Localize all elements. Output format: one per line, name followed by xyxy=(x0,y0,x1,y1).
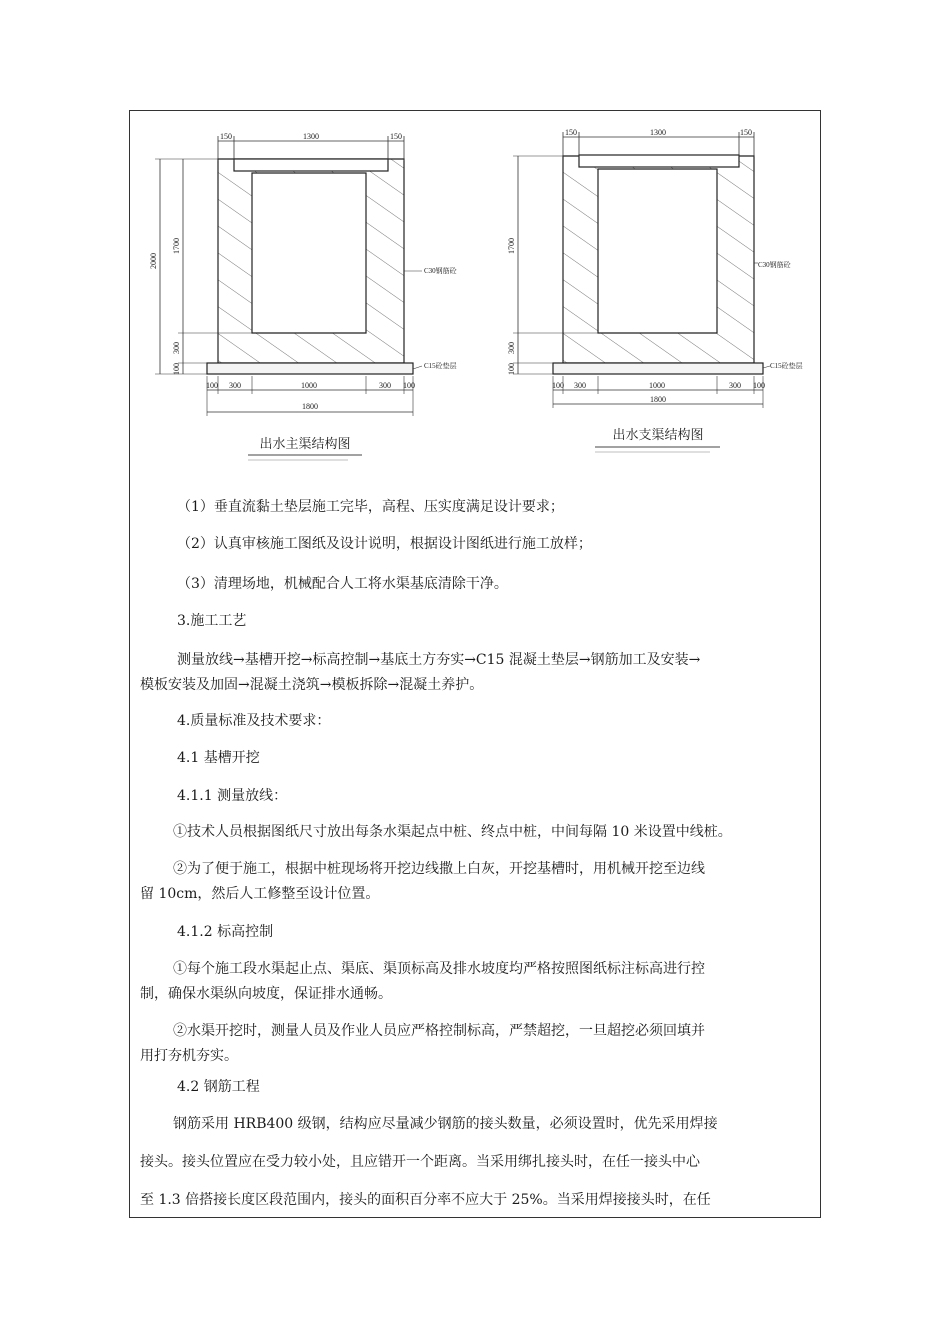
prep-item-2: （2）认真审核施工图纸及设计说明，根据设计图纸进行施工放样； xyxy=(177,536,592,552)
main-dim-bottom-2: 300 xyxy=(229,381,241,390)
main-dim-height-total: 2000 xyxy=(149,253,158,269)
branch-dim-bottom-5: 100 xyxy=(753,381,765,390)
main-dim-top-mid: 1300 xyxy=(303,132,319,141)
branch-dim-bottom-2: 300 xyxy=(574,381,586,390)
section-heading-4-1-2: 4.1.2 标高控制 xyxy=(177,924,274,940)
paragraph-4-1-1-b-line-1: ②为了便于施工，根据中桩现场将开挖边线撒上白灰，开挖基槽时，用机械开挖至边线 xyxy=(173,861,705,877)
paragraph-4-2-line-1: 钢筋采用 HRB400 级钢，结构应尽量减少钢筋的接头数量，必须设置时，优先采用焊接 xyxy=(173,1116,718,1132)
branch-label-base: C15砼垫层 xyxy=(770,362,803,370)
prep-item-3: （3）清理场地，机械配合人工将水渠基底清除干净。 xyxy=(177,576,508,592)
branch-dim-total-width: 1800 xyxy=(650,395,666,404)
branch-dim-top-left: 150 xyxy=(565,128,577,137)
branch-dim-height-bottom: 300 xyxy=(507,342,516,354)
main-dim-height-inner: 1700 xyxy=(172,238,181,254)
paragraph-4-2-line-3: 至 1.3 倍搭接长度区段范围内，接头的面积百分率不应大于 25%。当采用焊接接头时，在任 xyxy=(140,1192,711,1208)
prep-item-1: （1）垂直流黏土垫层施工完毕，高程、压实度满足设计要求； xyxy=(177,499,564,515)
paragraph-4-1-2-b-line-2: 用打夯机夯实。 xyxy=(140,1048,238,1064)
section-heading-3: 3.施工工艺 xyxy=(177,613,247,629)
paragraph-4-1-2-b-line-1: ②水渠开挖时，测量人员及作业人员应严格控制标高，严禁超挖，一旦超挖必须回填并 xyxy=(173,1023,705,1039)
main-label-wall: C30钢筋砼 xyxy=(424,267,457,275)
main-dim-bottom-4: 300 xyxy=(379,381,391,390)
main-channel-drawing xyxy=(149,132,457,460)
main-channel-caption: 出水主渠结构图 xyxy=(259,436,351,451)
main-dim-height-bottom: 300 xyxy=(172,342,181,354)
process-line-1: 测量放线→基槽开挖→标高控制→基底土方夯实→C15 混凝土垫层→钢筋加工及安装→ xyxy=(177,652,701,668)
main-dim-total-width: 1800 xyxy=(302,402,318,411)
main-channel-wall xyxy=(218,159,404,363)
branch-channel-wall xyxy=(563,156,754,363)
main-dim-bottom-1: 100 xyxy=(206,381,218,390)
branch-channel-cover xyxy=(579,155,739,167)
main-dim-top-left: 150 xyxy=(220,132,232,141)
branch-dim-top-right: 150 xyxy=(740,128,752,137)
branch-channel-base xyxy=(553,363,763,374)
structure-drawings xyxy=(130,111,822,471)
branch-dim-top-mid: 1300 xyxy=(650,128,666,137)
branch-dim-height-base: 100 xyxy=(507,363,516,375)
paragraph-4-1-2-a-line-2: 制，确保水渠纵向坡度，保证排水通畅。 xyxy=(140,986,392,1002)
process-line-2: 模板安装及加固→混凝土浇筑→模板拆除→混凝土养护。 xyxy=(140,677,484,693)
paragraph-4-1-1-a: ①技术人员根据图纸尺寸放出每条水渠起点中桩、终点中桩，中间每隔 10 米设置中线桩。 xyxy=(173,824,732,840)
branch-dim-bottom-3: 1000 xyxy=(649,381,665,390)
main-channel-cover xyxy=(234,159,388,171)
section-heading-4: 4.质量标准及技术要求： xyxy=(177,713,331,729)
branch-channel-drawing xyxy=(507,128,803,452)
section-heading-4-1: 4.1 基槽开挖 xyxy=(177,750,260,766)
paragraph-4-1-1-b-line-2: 留 10cm，然后人工修整至设计位置。 xyxy=(140,886,380,902)
section-heading-4-1-1: 4.1.1 测量放线： xyxy=(177,788,288,804)
main-label-base: C15砼垫层 xyxy=(424,362,457,370)
main-dim-bottom-5: 100 xyxy=(403,381,415,390)
section-heading-4-2: 4.2 钢筋工程 xyxy=(177,1079,260,1095)
main-dim-bottom-3: 1000 xyxy=(301,381,317,390)
main-dim-top-right: 150 xyxy=(390,132,402,141)
paragraph-4-1-2-a-line-1: ①每个施工段水渠起止点、渠底、渠顶标高及排水坡度均严格按照图纸标注标高进行控 xyxy=(173,961,705,977)
main-channel-base xyxy=(207,363,413,374)
branch-label-wall: C30钢筋砼 xyxy=(758,261,791,269)
branch-dim-bottom-4: 300 xyxy=(729,381,741,390)
branch-dim-height-inner: 1700 xyxy=(507,238,516,254)
paragraph-4-2-line-2: 接头。接头位置应在受力较小处，且应错开一个距离。当采用绑扎接头时，在任一接头中心 xyxy=(140,1154,700,1170)
document-frame xyxy=(129,110,821,1218)
branch-dim-bottom-1: 100 xyxy=(552,381,564,390)
main-dim-height-base: 100 xyxy=(172,363,181,375)
branch-channel-caption: 出水支渠结构图 xyxy=(612,427,704,442)
